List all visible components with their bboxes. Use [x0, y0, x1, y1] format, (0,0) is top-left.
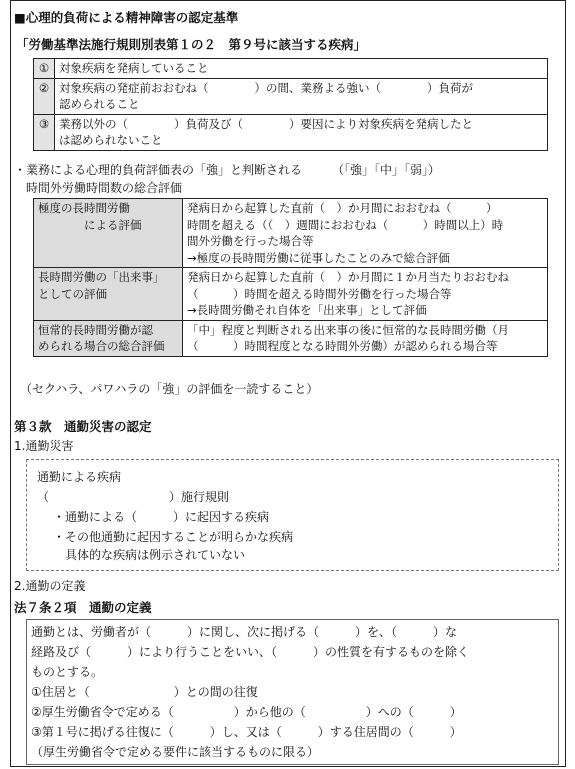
box-line: ものとする。	[31, 665, 104, 679]
box-line: ①住居と（ ）との間の往復	[31, 685, 258, 699]
box-line: ・通勤による（ ）に起因する疾病	[41, 510, 270, 524]
row-number: ②	[34, 78, 55, 114]
law-title: 法７条２項 通勤の定義	[14, 600, 152, 615]
bullet-text-continued: 時間外労働時間数の総合評価	[14, 181, 183, 195]
row-content: 発病日から起算した直前（ ）か月間に１か月当たりおおむね （ ）時間を超える時間外労働を行った場合等 →長時間労働それ自体を「出来事」として評価	[183, 268, 548, 321]
box-line: ③第１号に掲げる往復に（ ）し、又は（ ）する住居間の（ ）	[31, 725, 462, 739]
row-label: 長時間労働の「出来事」 としての評価	[34, 268, 183, 321]
box-line: 経路及び（ ）により行うことをいい、（ ）の性質を有するものを除く	[31, 645, 470, 659]
table-row	[34, 59, 548, 79]
box-line: ・その他通勤に起因することが明らかな疾病	[41, 530, 294, 544]
box-line: 具体的な疾病は例示されていない	[41, 548, 246, 562]
requirement-text: 業務以外の（ ）負荷及び（ ）要因により対象疾病を発病したと は認められないこと	[55, 114, 548, 150]
table-row	[34, 199, 548, 268]
table-row	[34, 114, 548, 150]
section-heading: ■心理的負荷による精神障害の認定基準	[14, 10, 239, 25]
box-line: 通勤による疾病	[37, 470, 122, 484]
row-content: 発病日から起算した直前（ ）か月間におおむね（ ） 時間を超える（（ ）週間におおむね（ ）時間以上）時 間外労働を行った場合等 →極度の長時間労働に従事したことのみで総合評価	[183, 199, 548, 268]
section-3-title: 第３款 通勤災害の認定	[14, 419, 152, 434]
row-label: 極度の長時間労働 による評価	[34, 199, 183, 268]
requirement-text: 対象疾病の発症前おおむね（ ）の間、業務よる強い（ ）負荷が 認められること	[55, 78, 548, 114]
requirements-table	[33, 58, 548, 151]
table-row	[34, 78, 548, 114]
row-content: 「中」程度と判断される出来事の後に恒常的な長時間労働（月 （ ）時間程度となる時間外労働）が認められる場合等	[183, 320, 548, 356]
overtime-evaluation-table	[33, 198, 548, 357]
bullet-text: ・業務による心理的負荷評価表の「強」と判断される （「強」「中」「弱」）	[14, 163, 441, 177]
commute-disease-box	[26, 459, 559, 571]
commute-definition-box	[26, 619, 559, 765]
harassment-note: （セクハラ、パワハラの「強」の評価を一読すること）	[14, 382, 319, 396]
requirement-text: 対象疾病を発病していること	[55, 59, 548, 79]
row-label: 恒常的長時間労働が認 められる場合の総合評価	[34, 320, 183, 356]
item-1-heading: 1.通勤災害	[14, 439, 74, 453]
box-line: （厚生労働省令で定める要件に該当するものに限る）	[31, 745, 320, 759]
box-line: 通勤とは、労働者が（ ）に関し、次に掲げる（ ）を、（ ）な	[31, 625, 458, 639]
item-2-heading: 2.通勤の定義	[14, 579, 86, 593]
box-line: （ ）施行規則	[37, 490, 230, 504]
row-number: ③	[34, 114, 55, 150]
sub-heading: 「労働基準法施行規則別表第１の２ 第９号に該当する疾病」	[16, 37, 367, 52]
table-row	[34, 268, 548, 321]
row-number: ①	[34, 59, 55, 79]
box-line: ②厚生労働省令で定める（ ）から他の（ ）への（ ）	[31, 705, 462, 719]
table-row	[34, 320, 548, 356]
